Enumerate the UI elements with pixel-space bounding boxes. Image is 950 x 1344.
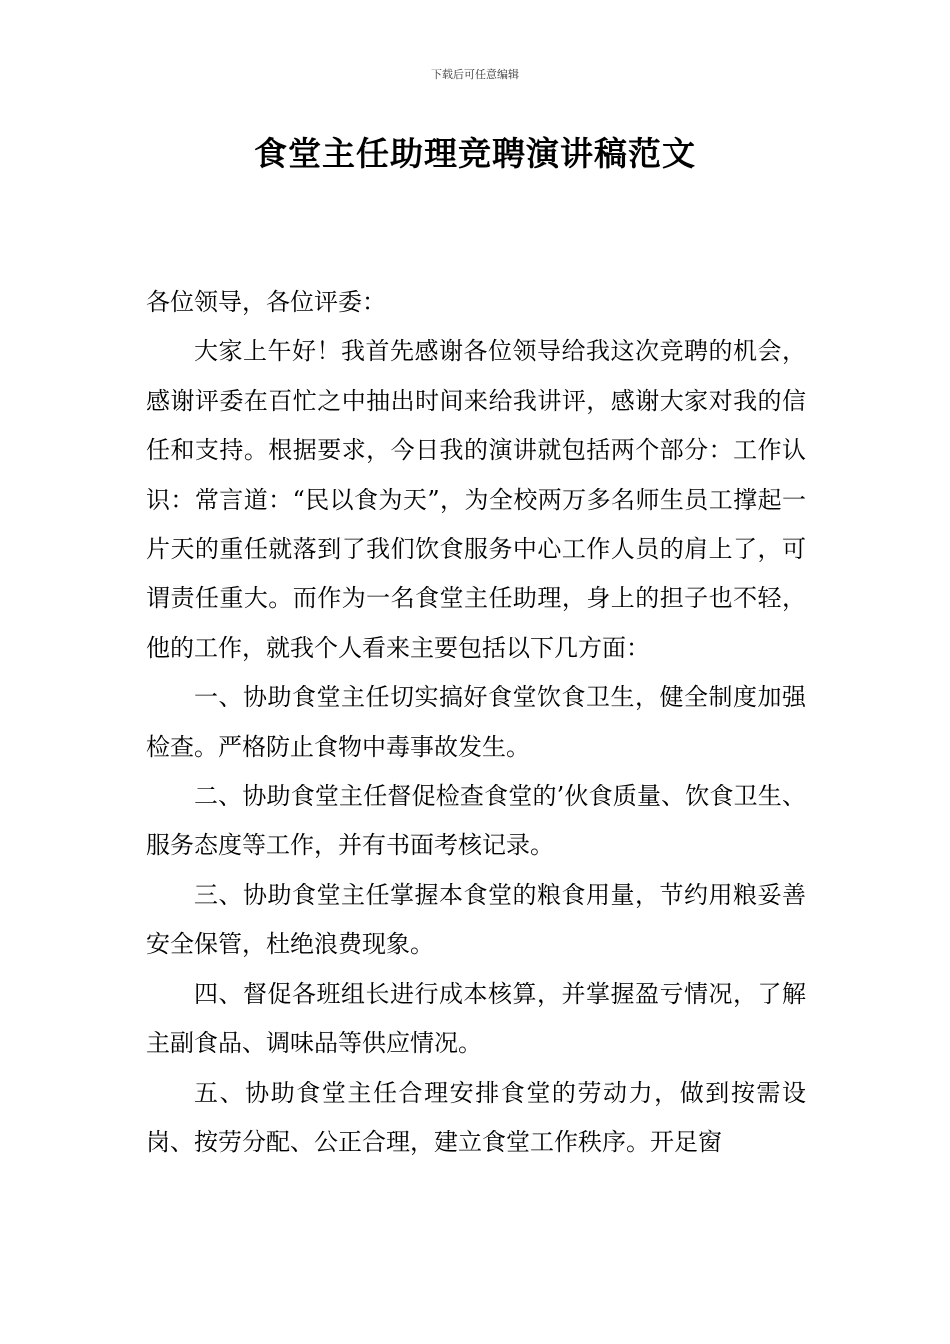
document-body [146,278,806,1167]
paragraph-item-2: 二、协助食堂主任督促检查食堂的’伙食质量、饮食卫生、服务态度等工作，并有书面考核记录。 [146,782,806,860]
greeting: 各位领导，各位评委： [146,288,386,316]
paragraph-item-3: 三、协助食堂主任掌握本食堂的粮食用量，节约用粮妥善安全保管，杜绝浪费现象。 [146,880,806,959]
paragraph-item-1: 一、协助食堂主任切实搞好食堂饮食卫生，健全制度加强检查。严格防止食物中毒事故发生。 [146,683,806,761]
paragraph-item-5: 五、协助食堂主任合理安排食堂的劳动力，做到按需设岗、按劳分配、公正合理，建立食堂工作秩序。开足窗 [146,1078,806,1156]
header-note: 下载后可任意编辑 [431,68,519,81]
paragraph-item-4: 四、督促各班组长进行成本核算，并掌握盈亏情况，了解主副食品、调味品等供应情况。 [146,979,806,1058]
paragraph-intro: 大家上午好！我首先感谢各位领导给我这次竞聘的机会，感谢评委在百忙之中抽出时间来给我讲评，感谢大家对我的信任和支持。根据要求，今日我的演讲就包括两个部分：工作认识：常言道：“民以食为天”，为全校两万多名师生员工撑起一片天的重任就落到了我们饮食服务中心工作人员的肩上了，可谓责任重大。而作为一名食堂主任助理，身上的担子也不轻，他的工作，就我个人看来主要包括以下几方面： [146,337,806,662]
document-title: 食堂主任助理竞聘演讲稿范文 [254,134,696,173]
